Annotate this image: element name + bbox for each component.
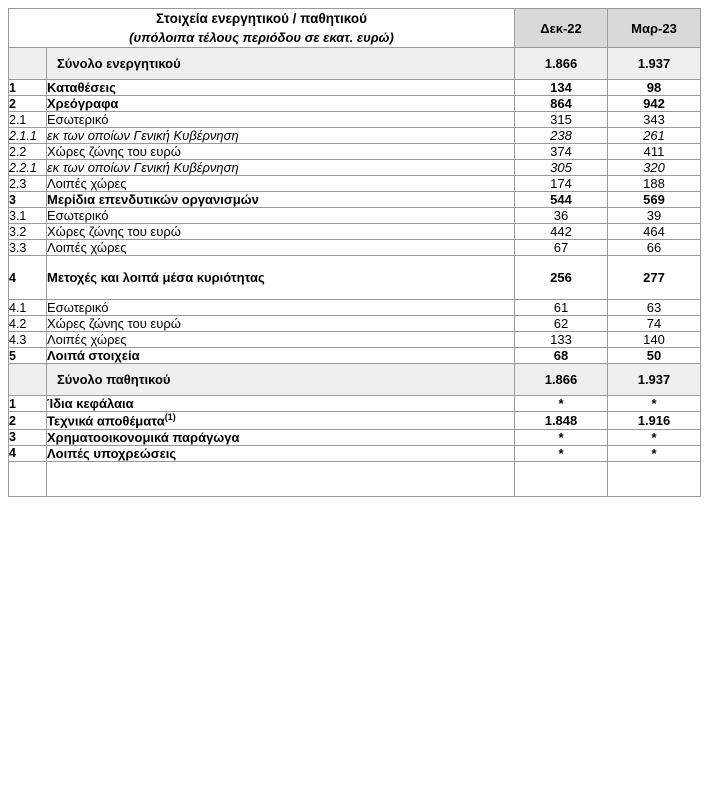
table-row: [9, 96, 701, 112]
row-label: Λοιπά στοιχεία: [47, 348, 515, 364]
table-row: [9, 412, 701, 429]
row-value-dec22: 67: [515, 240, 608, 256]
table-row: [9, 224, 701, 240]
table-row-section: [9, 364, 701, 396]
row-value-mar23: [608, 461, 701, 496]
row-number: 4.1: [9, 300, 47, 316]
row-value-mar23: 261: [608, 128, 701, 144]
row-number: [9, 48, 47, 80]
row-value-mar23: 942: [608, 96, 701, 112]
header-row: [9, 9, 701, 48]
header-title-cell: [9, 9, 515, 48]
row-value-dec22: 134: [515, 80, 608, 96]
row-value-mar23: 1.916: [608, 412, 701, 429]
row-number: 3.2: [9, 224, 47, 240]
row-value-mar23: 140: [608, 332, 701, 348]
row-label: εκ των οποίων Γενική Κυβέρνηση: [47, 128, 515, 144]
row-value-dec22: *: [515, 396, 608, 412]
financial-table: [8, 8, 701, 497]
header-col-mar23: Μαρ-23: [608, 9, 701, 48]
table-row: [9, 128, 701, 144]
table-row: [9, 332, 701, 348]
row-value-dec22: 36: [515, 208, 608, 224]
table-row: [9, 176, 701, 192]
row-value-dec22: 442: [515, 224, 608, 240]
row-label: εκ των οποίων Γενική Κυβέρνηση: [47, 160, 515, 176]
row-label: Μερίδια επενδυτικών οργανισμών: [47, 192, 515, 208]
row-value-dec22: 305: [515, 160, 608, 176]
row-number: 3.1: [9, 208, 47, 224]
row-label: Χώρες ζώνης του ευρώ: [47, 144, 515, 160]
row-value-mar23: 39: [608, 208, 701, 224]
row-value-mar23: 569: [608, 192, 701, 208]
table-row: [9, 445, 701, 461]
row-number: 2.2: [9, 144, 47, 160]
row-value-mar23: 1.937: [608, 48, 701, 80]
row-label: Λοιπές χώρες: [47, 240, 515, 256]
row-number: 4: [9, 256, 47, 300]
row-value-dec22: *: [515, 429, 608, 445]
header-col-dec22: Δεκ-22: [515, 9, 608, 48]
row-label: Λοιπές χώρες: [47, 176, 515, 192]
row-number: 2.1: [9, 112, 47, 128]
row-value-mar23: 98: [608, 80, 701, 96]
footnote-marker: (1): [164, 412, 176, 423]
row-number: 4.2: [9, 316, 47, 332]
row-value-dec22: 61: [515, 300, 608, 316]
row-value-dec22: 374: [515, 144, 608, 160]
row-label: Ίδια κεφάλαια: [47, 396, 515, 412]
header-title-line1: Στοιχεία ενεργητικού / παθητικού: [156, 11, 367, 26]
table-row: [9, 316, 701, 332]
row-value-dec22: 544: [515, 192, 608, 208]
row-label: Σύνολο ενεργητικού: [47, 48, 515, 80]
row-value-mar23: 464: [608, 224, 701, 240]
row-value-dec22: 238: [515, 128, 608, 144]
table-row: [9, 256, 701, 300]
table-row: [9, 240, 701, 256]
row-number: 3: [9, 429, 47, 445]
row-value-mar23: 74: [608, 316, 701, 332]
row-value-mar23: 1.937: [608, 364, 701, 396]
table-row: [9, 192, 701, 208]
row-value-mar23: 411: [608, 144, 701, 160]
row-value-dec22: 1.848: [515, 412, 608, 429]
row-label: Εσωτερικό: [47, 300, 515, 316]
table-row: [9, 348, 701, 364]
row-value-dec22: 68: [515, 348, 608, 364]
row-label: Χώρες ζώνης του ευρώ: [47, 316, 515, 332]
row-number: 4: [9, 445, 47, 461]
row-value-mar23: 66: [608, 240, 701, 256]
row-number: [9, 364, 47, 396]
table-row: [9, 160, 701, 176]
row-number: 2.1.1: [9, 128, 47, 144]
table-row: [9, 396, 701, 412]
table-row-empty: [9, 461, 701, 496]
row-value-mar23: *: [608, 445, 701, 461]
row-number: 1: [9, 396, 47, 412]
row-number: 2.3: [9, 176, 47, 192]
table-row: [9, 300, 701, 316]
row-value-dec22: 62: [515, 316, 608, 332]
row-value-mar23: 188: [608, 176, 701, 192]
table-row: [9, 80, 701, 96]
row-number: 3.3: [9, 240, 47, 256]
row-label-text: Τεχνικά αποθέματα: [47, 413, 165, 429]
row-label: [47, 412, 515, 429]
row-label: Χρεόγραφα: [47, 96, 515, 112]
row-value-mar23: *: [608, 396, 701, 412]
row-value-dec22: 174: [515, 176, 608, 192]
row-number: 2: [9, 412, 47, 429]
row-value-dec22: 864: [515, 96, 608, 112]
row-label: Χρηματοοικονομικά παράγωγα: [47, 429, 515, 445]
row-value-dec22: *: [515, 445, 608, 461]
table-body: [9, 48, 701, 496]
row-value-dec22: 315: [515, 112, 608, 128]
row-value-dec22: 133: [515, 332, 608, 348]
row-number: 3: [9, 192, 47, 208]
row-value-dec22: 256: [515, 256, 608, 300]
row-label: Μετοχές και λοιπά μέσα κυριότητας: [47, 256, 515, 300]
row-value-mar23: 63: [608, 300, 701, 316]
row-label: Καταθέσεις: [47, 80, 515, 96]
row-label: Εσωτερικό: [47, 208, 515, 224]
row-value-mar23: *: [608, 429, 701, 445]
table-row: [9, 112, 701, 128]
row-number: [9, 461, 47, 496]
row-number: 2.2.1: [9, 160, 47, 176]
row-number: 1: [9, 80, 47, 96]
table-row: [9, 429, 701, 445]
row-value-dec22: [515, 461, 608, 496]
table-header: [9, 9, 701, 48]
header-title-line2: (υπόλοιπα τέλους περιόδου σε εκατ. ευρώ): [129, 29, 394, 45]
row-label: Λοιπές υποχρεώσεις: [47, 445, 515, 461]
row-value-dec22: 1.866: [515, 364, 608, 396]
row-value-mar23: 277: [608, 256, 701, 300]
row-label: Λοιπές χώρες: [47, 332, 515, 348]
row-label: [47, 461, 515, 496]
row-value-mar23: 50: [608, 348, 701, 364]
row-value-mar23: 343: [608, 112, 701, 128]
row-label: Σύνολο παθητικού: [47, 364, 515, 396]
row-label: Εσωτερικό: [47, 112, 515, 128]
row-number: 2: [9, 96, 47, 112]
row-value-mar23: 320: [608, 160, 701, 176]
table-row: [9, 144, 701, 160]
row-number: 5: [9, 348, 47, 364]
row-label: Χώρες ζώνης του ευρώ: [47, 224, 515, 240]
row-value-dec22: 1.866: [515, 48, 608, 80]
table-row: [9, 208, 701, 224]
row-number: 4.3: [9, 332, 47, 348]
table-row-section: [9, 48, 701, 80]
